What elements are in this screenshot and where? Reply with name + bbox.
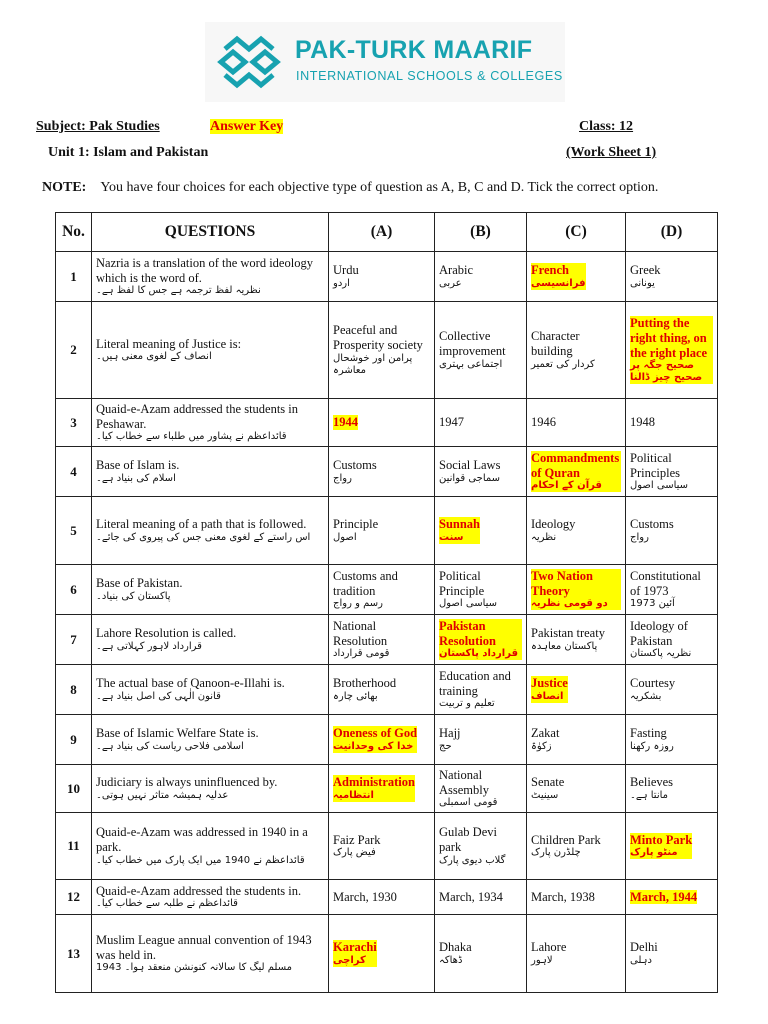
option-a[interactable] [329, 813, 435, 880]
option-text: Dhaka [439, 940, 472, 955]
option-text: Justice [531, 676, 568, 691]
question-text: Muslim League annual convention of 1943 was held in. [96, 932, 312, 962]
option-text-urdu: منٹو پارک [630, 847, 678, 859]
option-text-urdu: پرامن اور خوشحال معاشرہ [333, 352, 413, 376]
option-d[interactable] [626, 497, 718, 565]
option-text-urdu: سیاسی اصول [630, 480, 689, 492]
option-d-correct-answer[interactable] [626, 302, 718, 399]
option-b[interactable] [435, 813, 527, 880]
question-text: Quaid-e-Azam addressed the students in. [96, 883, 302, 898]
option-d[interactable] [626, 615, 718, 665]
option-text: Brotherhood [333, 676, 397, 691]
option-a[interactable] [329, 565, 435, 615]
option-text-urdu: قومی قرارداد [333, 648, 390, 660]
option-a[interactable] [329, 447, 435, 497]
option-text-urdu: چلڈرن پارک [531, 847, 581, 859]
option-b[interactable] [435, 447, 527, 497]
option-text-urdu: زکوٰۃ [531, 740, 552, 752]
option-text: Sunnah [439, 517, 481, 532]
option-c-correct-answer[interactable] [527, 447, 626, 497]
question-text: Quaid-e-Azam was addressed in 1940 in a park. [96, 825, 308, 855]
option-text-urdu: سینیٹ [531, 789, 559, 801]
note-label: NOTE: [42, 180, 87, 195]
header-no: No. [56, 213, 92, 252]
option-text-urdu: حج [439, 740, 452, 752]
option-text-urdu: مانتا ہے۔ [630, 789, 669, 801]
option-text: National Assembly [439, 767, 489, 797]
option-d[interactable] [626, 399, 718, 447]
option-d[interactable] [626, 447, 718, 497]
option-text-urdu: اصول [333, 531, 357, 543]
option-b[interactable] [435, 302, 527, 399]
option-text: Oneness of God [333, 726, 418, 741]
question-cell [92, 447, 329, 497]
option-text: Principle [333, 517, 379, 532]
option-text: Pakistan Resolution [439, 618, 496, 648]
option-text-urdu: خدا کی وحدانیت [333, 740, 414, 752]
option-text-urdu: قرارداد پاکستان [439, 648, 518, 660]
question-number: 4 [56, 447, 92, 497]
option-b-correct-answer[interactable] [435, 615, 527, 665]
option-text-urdu: بھائی چارہ [333, 690, 378, 702]
question-cell [92, 880, 329, 915]
option-text-urdu: دہلی [630, 954, 652, 966]
option-text: Arabic [439, 263, 474, 278]
question-cell [92, 665, 329, 715]
option-text: Senate [531, 775, 565, 790]
question-text-urdu: قانون الٰہی کی اصل بنیاد ہے۔ [96, 690, 221, 702]
answer-key-label: Answer Key [210, 119, 284, 134]
option-text: Two Nation Theory [531, 568, 593, 598]
option-text-urdu: سیاسی اصول [439, 598, 498, 610]
option-text-urdu: پاکستان معاہدہ [531, 640, 598, 652]
question-text-urdu: انصاف کے لغوی معنی ہیں۔ [96, 351, 212, 363]
option-text-urdu: لاہور [531, 954, 553, 966]
option-text-urdu: آئین 1973 [630, 598, 675, 610]
option-a[interactable] [329, 497, 435, 565]
option-c[interactable] [527, 302, 626, 399]
option-text: Commandments of Quran [531, 450, 620, 480]
option-text-urdu: فیض پارک [333, 847, 376, 859]
option-a-correct-answer[interactable] [329, 765, 435, 813]
table-row [56, 252, 718, 302]
question-text-urdu: مسلم لیگ کا سالانہ کنونشن منعقد ہوا۔ 1943 [96, 962, 292, 974]
question-text-urdu: قائداعظم نے 1940 میں ایک پارک میں خطاب کیا۔ [96, 854, 305, 866]
option-text-urdu: کراچی [333, 954, 366, 966]
table-row [56, 715, 718, 765]
school-logo [205, 22, 565, 102]
worksheet-table [55, 212, 718, 993]
question-number: 11 [56, 813, 92, 880]
question-number: 3 [56, 399, 92, 447]
question-cell [92, 565, 329, 615]
table-row [56, 497, 718, 565]
question-text: Literal meaning of Justice is: [96, 336, 242, 351]
option-text: Karachi [333, 940, 377, 955]
option-c[interactable] [527, 497, 626, 565]
question-text: Base of Pakistan. [96, 576, 183, 591]
question-cell [92, 615, 329, 665]
option-b[interactable] [435, 915, 527, 993]
option-a[interactable] [329, 665, 435, 715]
option-text: Lahore [531, 940, 567, 955]
question-number: 10 [56, 765, 92, 813]
option-text: 1947 [439, 415, 464, 430]
question-cell [92, 399, 329, 447]
option-text-urdu: نظریہ [531, 531, 557, 543]
question-text-urdu: عدلیہ ہمیشہ متاثر نہیں ہوتی۔ [96, 789, 229, 801]
option-text: Faiz Park [333, 832, 381, 847]
option-c-correct-answer[interactable] [527, 252, 626, 302]
note-text: You have four choices for each objective type of question as A, B, C and D. Tick the correct option. [100, 180, 659, 195]
option-text: Customs and tradition [333, 568, 398, 598]
question-text: Quaid-e-Azam addressed the students in Peshawar. [96, 401, 299, 431]
option-b[interactable] [435, 715, 527, 765]
logo-subtitle: INTERNATIONAL SCHOOLS & COLLEGES [296, 69, 563, 83]
option-text: Education and training [439, 668, 511, 698]
option-a[interactable] [329, 880, 435, 915]
option-text: Administration [333, 775, 415, 790]
option-text-urdu: اردو [333, 277, 350, 289]
question-text: Lahore Resolution is called. [96, 626, 237, 641]
question-cell [92, 497, 329, 565]
option-text: Collective improvement [439, 329, 506, 359]
option-text-urdu: بشکریہ [630, 690, 662, 702]
option-text-urdu: سماجی قوانین [439, 472, 501, 484]
option-text-urdu: نظریہ پاکستان [630, 648, 692, 660]
option-c[interactable] [527, 915, 626, 993]
question-text-urdu: اس راستے کے لغوی معنی جس کی پیروی کی جائے۔ [96, 531, 311, 543]
question-text-urdu: اسلام کی بنیاد ہے۔ [96, 472, 176, 484]
option-text-urdu: عربی [439, 277, 462, 289]
question-text-urdu: اسلامی فلاحی ریاست کی بنیاد ہے۔ [96, 740, 244, 752]
option-text-urdu: گلاب دیوی پارک [439, 854, 506, 866]
table-row [56, 665, 718, 715]
option-c[interactable] [527, 615, 626, 665]
option-text: 1946 [531, 415, 556, 430]
option-b[interactable] [435, 399, 527, 447]
option-text: Fasting [630, 726, 667, 741]
option-d-correct-answer[interactable] [626, 880, 718, 915]
option-text-urdu: دو قومی نظریہ [531, 598, 608, 610]
question-number: 7 [56, 615, 92, 665]
option-text: Political Principle [439, 568, 485, 598]
option-c[interactable] [527, 765, 626, 813]
question-text: Judiciary is always uninfluenced by. [96, 775, 278, 790]
option-text-urdu: ڈھاکہ [439, 954, 463, 966]
question-text: Literal meaning of a path that is followed. [96, 517, 307, 532]
question-cell [92, 765, 329, 813]
option-b[interactable] [435, 880, 527, 915]
option-b[interactable] [435, 665, 527, 715]
header-c: (C) [527, 213, 626, 252]
option-b-correct-answer[interactable] [435, 497, 527, 565]
question-number: 6 [56, 565, 92, 615]
option-text: Putting the right thing, on the right place [630, 316, 708, 360]
option-text: Constitutional of 1973 [630, 568, 701, 598]
option-d[interactable] [626, 252, 718, 302]
option-text: Political Principles [630, 450, 680, 480]
option-c-correct-answer[interactable] [527, 565, 626, 615]
table-row [56, 302, 718, 399]
question-text-urdu: قائداعظم نے طلبہ سے خطاب کیا۔ [96, 898, 238, 910]
option-text: March, 1930 [333, 889, 397, 904]
table-header-row [56, 213, 718, 252]
question-number: 12 [56, 880, 92, 915]
option-text-urdu: روزہ رکھنا [630, 740, 674, 752]
table-row [56, 915, 718, 993]
option-d[interactable] [626, 665, 718, 715]
table-row [56, 399, 718, 447]
option-text: Gulab Devi park [439, 825, 497, 855]
option-text: Believes [630, 775, 674, 790]
option-b[interactable] [435, 765, 527, 813]
table-row [56, 813, 718, 880]
option-text-urdu: رسم و رواج [333, 598, 383, 610]
table-row [56, 765, 718, 813]
option-text-urdu: یونانی [630, 277, 655, 289]
option-a[interactable] [329, 302, 435, 399]
question-text: The actual base of Qanoon-e-Illahi is. [96, 676, 285, 691]
option-text: Urdu [333, 263, 359, 278]
question-cell [92, 813, 329, 880]
header-a: (A) [329, 213, 435, 252]
question-number: 5 [56, 497, 92, 565]
question-cell [92, 915, 329, 993]
question-number: 13 [56, 915, 92, 993]
option-text-urdu: کردار کی تعمیر [531, 358, 595, 370]
option-text: Social Laws [439, 458, 501, 473]
option-a-correct-answer[interactable] [329, 915, 435, 993]
option-text-urdu: صحیح جگہ پر صحیح چیز ڈالنا [630, 360, 703, 384]
option-d-correct-answer[interactable] [626, 813, 718, 880]
class-label: Class: 12 [579, 119, 634, 134]
option-c[interactable] [527, 813, 626, 880]
option-text: Delhi [630, 940, 658, 955]
option-text: Zakat [531, 726, 560, 741]
logo-title: PAK-TURK MAARIF [295, 36, 533, 64]
question-number: 1 [56, 252, 92, 302]
option-text: Children Park [531, 832, 601, 847]
note [42, 180, 658, 196]
option-c[interactable] [527, 715, 626, 765]
option-text-urdu: رواج [333, 472, 352, 484]
question-text: Nazria is a translation of the word ideology which is the word of. [96, 255, 313, 285]
table-body [56, 252, 718, 993]
question-text: Base of Islamic Welfare State is. [96, 726, 259, 741]
option-c[interactable] [527, 880, 626, 915]
option-text: Courtesy [630, 676, 676, 691]
option-text: March, 1934 [439, 889, 503, 904]
option-text: Peaceful and Prosperity society [333, 323, 423, 353]
option-text: National Resolution [333, 618, 388, 648]
option-d[interactable] [626, 565, 718, 615]
question-number: 2 [56, 302, 92, 399]
option-d[interactable] [626, 765, 718, 813]
question-cell [92, 252, 329, 302]
header-b: (B) [435, 213, 527, 252]
option-text: 1948 [630, 415, 655, 430]
option-text-urdu: قرآن کے احکام [531, 480, 602, 492]
option-text: March, 1938 [531, 889, 595, 904]
option-text-urdu: رواج [630, 531, 649, 543]
header-d: (D) [626, 213, 718, 252]
option-text: 1944 [333, 415, 358, 430]
unit-title: Unit 1: Islam and Pakistan [48, 145, 209, 160]
option-text: Greek [630, 263, 661, 278]
subject-label: Subject: Pak Studies [36, 119, 160, 134]
table-row [56, 447, 718, 497]
table-row [56, 615, 718, 665]
option-d[interactable] [626, 915, 718, 993]
table-row [56, 880, 718, 915]
option-a-correct-answer[interactable] [329, 715, 435, 765]
question-number: 9 [56, 715, 92, 765]
option-a[interactable] [329, 615, 435, 665]
option-text: Ideology of Pakistan [630, 618, 688, 648]
option-a[interactable] [329, 252, 435, 302]
option-text: March, 1944 [630, 889, 698, 904]
option-d[interactable] [626, 715, 718, 765]
option-text: Pakistan treaty [531, 626, 605, 641]
question-text-urdu: قائداعظم نے پشاور میں طلباء سے خطاب کیا۔ [96, 431, 287, 443]
option-text-urdu: سنت [439, 531, 464, 543]
option-b[interactable] [435, 252, 527, 302]
option-text-urdu: فرانسیسی [531, 277, 586, 289]
option-text: French [531, 263, 569, 278]
question-cell [92, 715, 329, 765]
header-questions: QUESTIONS [92, 213, 329, 252]
maarif-emblem-icon [217, 35, 281, 89]
question-cell [92, 302, 329, 399]
option-text: Ideology [531, 517, 576, 532]
option-text: Hajj [439, 726, 461, 741]
worksheet-label: (Work Sheet 1) [566, 145, 657, 160]
option-text-urdu: تعلیم و تربیت [439, 698, 495, 710]
question-text: Base of Islam is. [96, 458, 180, 473]
question-text-urdu: پاکستان کی بنیاد۔ [96, 590, 171, 602]
option-text-urdu: انصاف [531, 690, 564, 702]
option-b[interactable] [435, 565, 527, 615]
question-text-urdu: نظریہ لفظ ترجمہ ہے جس کا لفظ ہے۔ [96, 285, 261, 297]
option-a-correct-answer[interactable] [329, 399, 435, 447]
question-text-urdu: قرارداد لاہور کہلاتی ہے۔ [96, 640, 202, 652]
option-c-correct-answer[interactable] [527, 665, 626, 715]
option-text: Customs [333, 458, 377, 473]
option-text-urdu: انتظامیہ [333, 789, 374, 801]
table-row [56, 565, 718, 615]
option-text-urdu: قومی اسمبلی [439, 797, 498, 809]
option-text-urdu: اجتماعی بہتری [439, 358, 503, 370]
option-text: Customs [630, 517, 674, 532]
option-text: Character building [531, 329, 580, 359]
option-text: Minto Park [630, 832, 693, 847]
question-number: 8 [56, 665, 92, 715]
option-c[interactable] [527, 399, 626, 447]
